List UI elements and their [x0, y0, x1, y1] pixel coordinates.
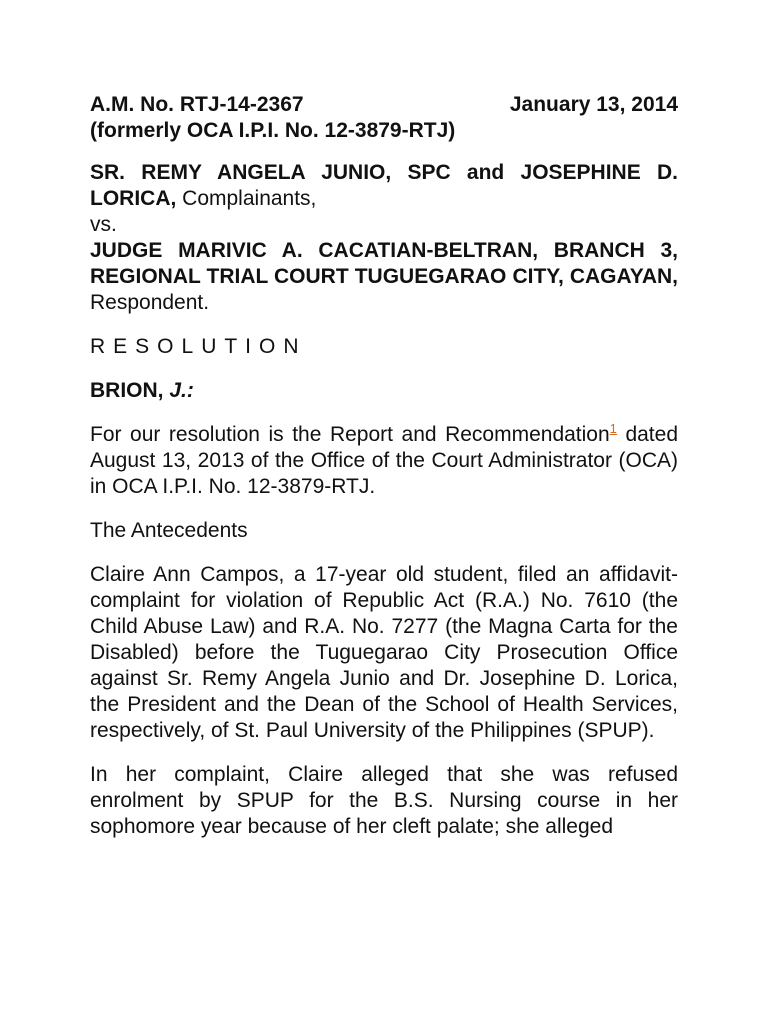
- paragraph-2: Claire Ann Campos, a 17-year old student, filed an affidavit-complaint for violation of Republic Act (R.A.) No. 7610 (the Child Abuse Law) and R.A. No. 7277 (the Magna Carta for the Disabled) before the Tuguegarao City Prosecution Office against Sr. Remy Angela Junio and Dr. Josephine D. Lorica, the President and the Dean of the School of Health Services, respectively, of St. Paul University of the Philippines (SPUP).: [90, 563, 678, 742]
- case-date: January 13, 2014: [509, 93, 678, 116]
- case-number: A.M. No. RTJ-14-2367: [90, 93, 304, 116]
- complainants-names: SR. REMY ANGELA JUNIO, SPC and JOSEPHINE D. LORICA,: [90, 161, 678, 210]
- formerly-reference: (formerly OCA I.P.I. No. 12-3879-RTJ): [90, 119, 456, 142]
- versus: vs.: [90, 213, 117, 236]
- paragraph-3: In her complaint, Claire alleged that she was refused enrolment by SPUP for the B.S. Nursing course in her sophomore year because of her cleft palate; she alleged: [90, 763, 678, 838]
- complainants: [90, 160, 678, 212]
- case-parties: [90, 160, 678, 316]
- section-heading-antecedents: The Antecedents: [90, 519, 248, 542]
- ponente: [90, 378, 678, 404]
- ponente-title: J.:: [169, 379, 194, 402]
- document-body: [90, 92, 678, 840]
- case-header: [90, 92, 678, 144]
- paragraph-1-text-after: dated August 13, 2013 of the Office of the Court Administrator (OCA) in OCA I.P.I. No. 12-3879-RTJ.: [90, 423, 678, 498]
- ponente-name: BRION,: [90, 379, 170, 402]
- case-header-line: [90, 92, 678, 118]
- complainants-label: Complainants,: [176, 187, 317, 210]
- footnote-link-1[interactable]: 1: [609, 421, 617, 436]
- respondent-names: JUDGE MARIVIC A. CACATIAN-BELTRAN, BRANCH 3, REGIONAL TRIAL COURT TUGUEGARAO CITY, CAGAYAN,: [90, 239, 678, 288]
- respondent-label: Respondent.: [90, 291, 210, 314]
- paragraph-1-text-before: For our resolution is the Report and Recommendation: [90, 423, 610, 446]
- document-type-heading: RESOLUTION: [90, 335, 307, 358]
- paragraph-1: [90, 422, 678, 500]
- respondent: [90, 238, 678, 316]
